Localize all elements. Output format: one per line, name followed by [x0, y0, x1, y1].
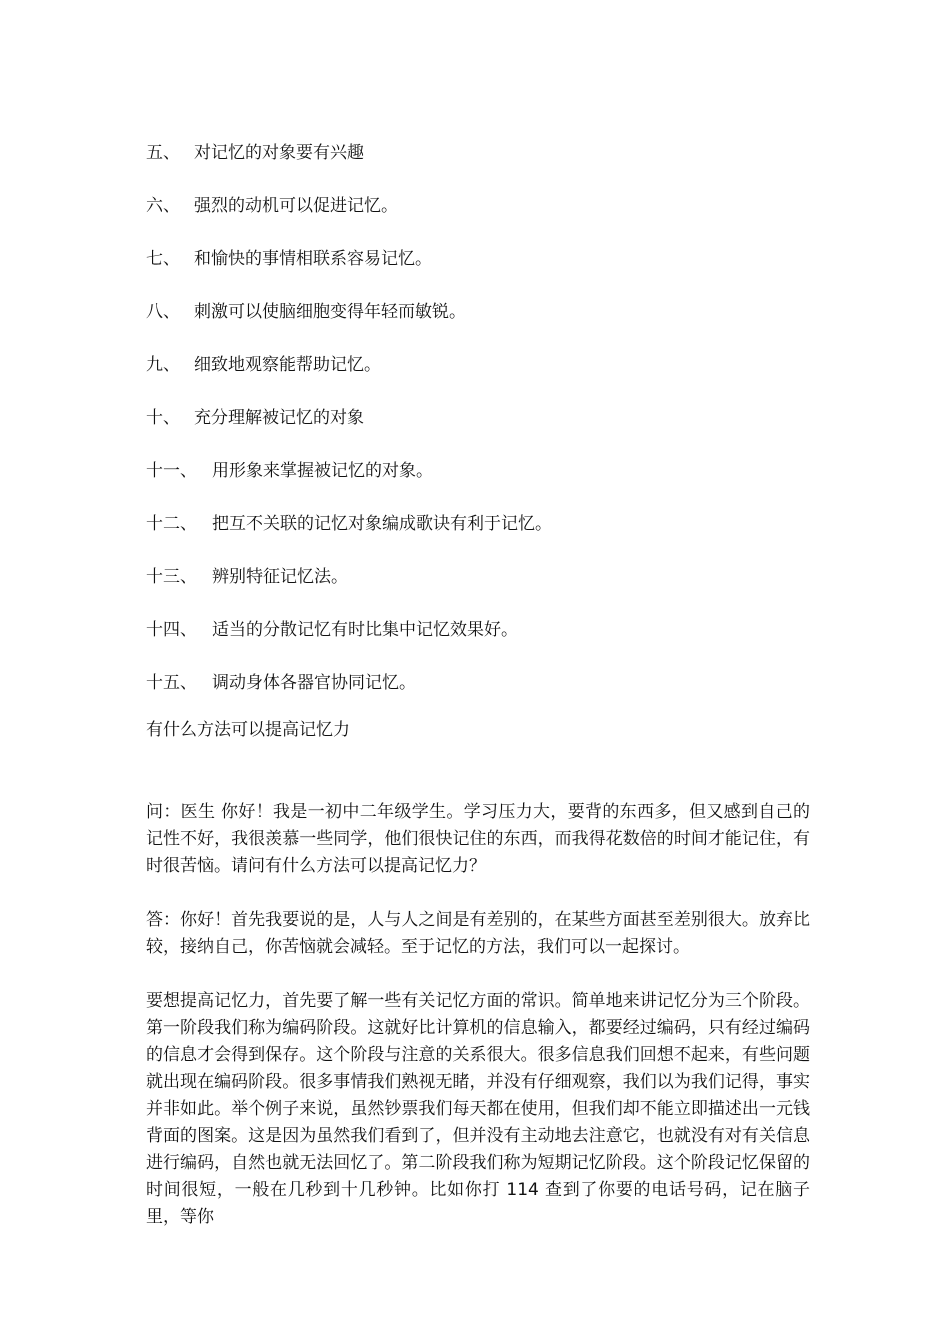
list-item: [146, 511, 826, 537]
answer-paragraph: 答：你好！首先我要说的是，人与人之间是有差别的，在某些方面甚至差别很大。放弃比较，接纳自己，你苦恼就会减轻。至于记忆的方法，我们可以一起探讨。: [146, 910, 810, 957]
list-item: [146, 246, 826, 272]
list-item-text: 把互不关联的记忆对象编成歌诀有利于记忆。: [212, 514, 552, 534]
list-item: [146, 299, 826, 325]
list-item-number: 十、: [146, 408, 180, 428]
list-item: [146, 564, 826, 590]
tips-list: [146, 140, 826, 723]
list-item-number: 十五、: [146, 673, 197, 693]
list-item-number: 八、: [146, 302, 180, 322]
list-item-number: 十一、: [146, 461, 197, 481]
list-item-text: 用形象来掌握被记忆的对象。: [212, 461, 433, 481]
list-item-text: 刺激可以使脑细胞变得年轻而敏锐。: [194, 302, 466, 322]
list-item-text: 和愉快的事情相联系容易记忆。: [194, 249, 432, 269]
section-heading: 有什么方法可以提高记忆力: [146, 720, 350, 740]
list-item-text: 对记忆的对象要有兴趣: [194, 143, 364, 163]
list-item: [146, 458, 826, 484]
list-item-number: 十四、: [146, 620, 197, 640]
list-item-number: 六、: [146, 196, 180, 216]
list-item-number: 十三、: [146, 567, 197, 587]
list-item-text: 调动身体各器官协同记忆。: [212, 673, 416, 693]
body-paragraph: 要想提高记忆力，首先要了解一些有关记忆方面的常识。简单地来讲记忆分为三个阶段。第一阶段我们称为编码阶段。这就好比计算机的信息输入，都要经过编码，只有经过编码的信息才会得到保存。这个阶段与注意的关系很大。很多信息我们回想不起来，有些问题就出现在编码阶段。很多事情我们熟视无睹，并没有仔细观察，我们以为我们记得，事实并非如此。举个例子来说，虽然钞票我们每天都在使用，但我们却不能立即描述出一元钱背面的图案。这是因为虽然我们看到了，但并没有主动地去注意它，也就没有对有关信息进行编码，自然也就无法回忆了。第二阶段我们称为短期记忆阶段。这个阶段记忆保留的时间很短，一般在几秒到十几秒钟。比如你打 114 查到了你要的电话号码，记在脑子里，等你: [146, 991, 810, 1227]
list-item-number: 十二、: [146, 514, 197, 534]
list-item: [146, 352, 826, 378]
list-item-number: 七、: [146, 249, 180, 269]
list-item-text: 适当的分散记忆有时比集中记忆效果好。: [212, 620, 518, 640]
list-item: [146, 140, 826, 166]
list-item-text: 细致地观察能帮助记忆。: [194, 355, 381, 375]
list-item: [146, 405, 826, 431]
list-item: [146, 193, 826, 219]
list-item-text: 充分理解被记忆的对象: [194, 408, 364, 428]
list-item-number: 九、: [146, 355, 180, 375]
list-item-text: 强烈的动机可以促进记忆。: [194, 196, 398, 216]
list-item-number: 五、: [146, 143, 180, 163]
list-item: [146, 617, 826, 643]
list-item-text: 辨别特征记忆法。: [212, 567, 348, 587]
list-item: [146, 670, 826, 696]
question-paragraph: 问：医生 你好！我是一初中二年级学生。学习压力大，要背的东西多，但又感到自己的记性不好，我很羡慕一些同学，他们很快记住的东西，而我得花数倍的时间才能记住，有时很苦恼。请问有什么方法可以提高记忆力？: [146, 802, 810, 876]
